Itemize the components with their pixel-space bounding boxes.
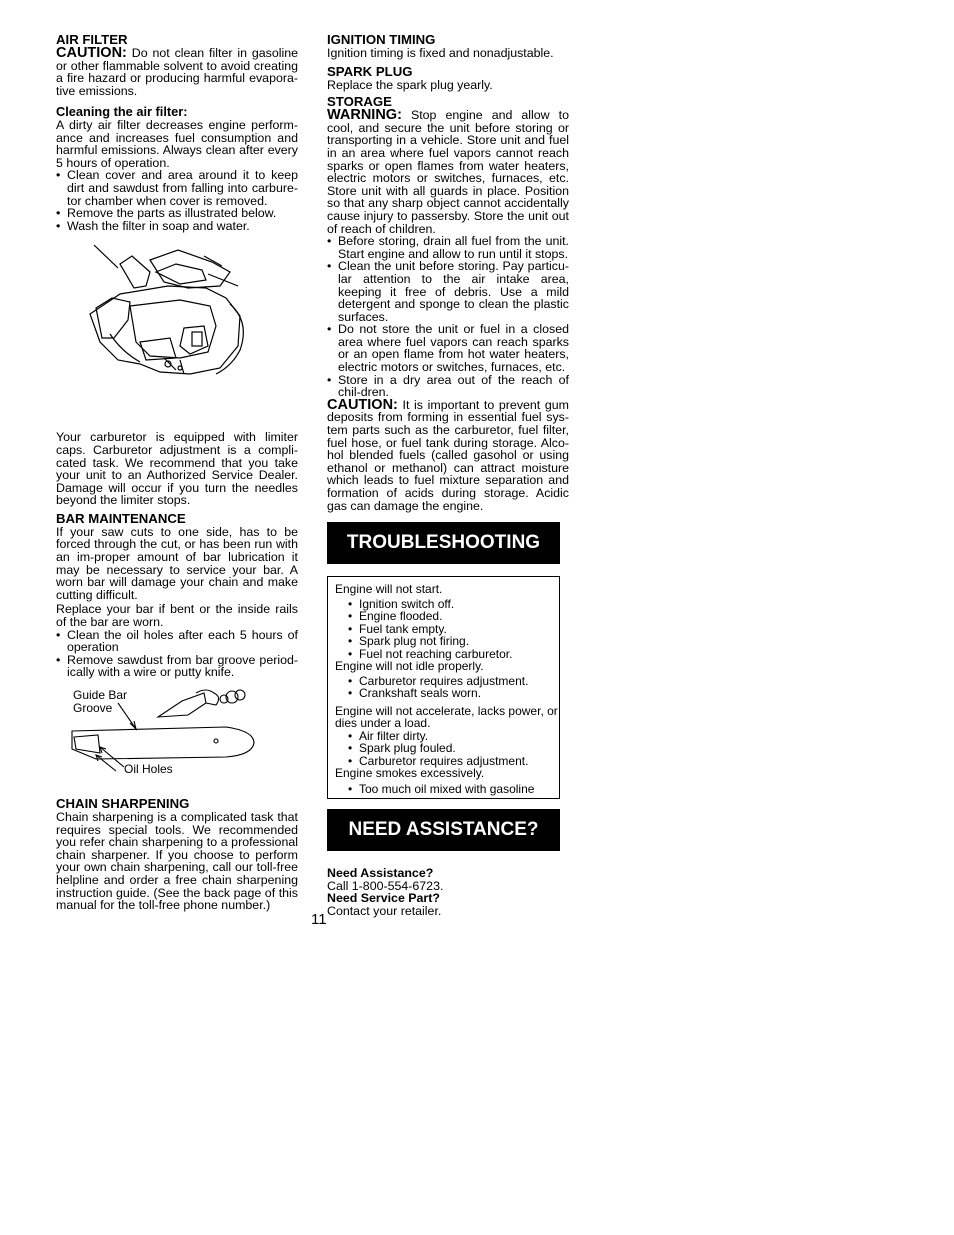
- list-item: • Air filter dirty.: [348, 730, 559, 743]
- spark-plug-heading: SPARK PLUG: [327, 63, 413, 79]
- troubleshooting-banner: TROUBLESHOOTING: [327, 522, 560, 564]
- spark-plug-text: Replace the spark plug yearly.: [327, 77, 493, 92]
- storage-caution: [327, 396, 569, 513]
- list-item: • Remove sawdust from bar groove period-ically with a wire or putty knife.: [56, 654, 298, 679]
- caution-label: CAUTION:: [327, 396, 398, 413]
- bar-maintenance-heading: BAR MAINTENANCE: [56, 510, 186, 526]
- list-item: • Clean the oil holes after each 5 hours of operation: [56, 629, 298, 654]
- service-part-answer: Contact your retailer.: [327, 903, 442, 918]
- air-filter-illustration: [80, 242, 255, 390]
- list-item: • Ignition switch off.: [348, 598, 559, 611]
- assistance-info: [327, 867, 569, 917]
- troubleshooting-box: [327, 576, 560, 799]
- cause-list: [348, 675, 559, 700]
- assistance-question: Need Assistance?: [327, 866, 434, 881]
- list-item: • Do not store the unit or fuel in a closed area where fuel vapors can reach sparks or an open flame from hot water heaters, electric motors or switches, furnaces, etc.: [327, 323, 569, 373]
- list-item: • Carburetor requires adjustment.: [348, 675, 559, 688]
- list-item: • Fuel not reaching carburetor.: [348, 648, 559, 661]
- warning-label: WARNING:: [327, 107, 402, 124]
- need-assistance-banner: NEED ASSISTANCE?: [327, 809, 560, 851]
- chain-sharpening-heading: CHAIN SHARPENING: [56, 796, 190, 811]
- storage-caution-text: It is important to prevent gum deposits from forming in essential fuel sys-tem parts such as the carburetor, fuel filter, fuel hose, or fuel tank during storage. Alco-hol blended fuels (called gasohol or using ethanol or methanol) can attract moisture which leads to fuel mixture separation and formation of acids during storage. Acidic gas can damage the engine.: [327, 397, 569, 513]
- list-item: • Fuel tank empty.: [348, 623, 559, 636]
- list-item: • Too much oil mixed with gasoline: [348, 783, 559, 796]
- label-groove: Groove: [73, 701, 113, 715]
- storage-heading: STORAGE: [327, 94, 392, 110]
- page-number: 11: [311, 911, 327, 928]
- warning-text: Stop engine and allow to cool, and secure the unit before storing or transporting in a vehicle. Store unit and fuel in an area where fuel vapors cannot reach sparks or open flames from water heaters, electric motors or switches, furnaces, etc. Store unit with all guards in place. Position so that any sharp object cannot accidentally cause injury to passersby. Store the unit out of reach of children.: [327, 108, 569, 236]
- cause-list: [348, 730, 559, 768]
- label-oil-holes: Oil Holes: [124, 762, 173, 776]
- cleaning-text: A dirty air filter decreases engine perform-ance and increases fuel consumption and harmful emissions. Always clean after every 5 hours of operation.: [56, 117, 298, 170]
- chain-sharpening-text: Chain sharpening is a complicated task that requires special tools. We recommended you refer chain sharpening to a professional chain sharpener. If you choose to perform your own chain sharpening, call our toll-free helpline and order a free chain sharpening instruction guide. (See the back page of this manual for the toll-free phone number.): [56, 810, 298, 913]
- service-part-question: Need Service Part?: [327, 891, 440, 906]
- list-item: • Clean the unit before storing. Pay particu-lar attention to the air intake area, keeping it free of debris. Use a mild detergent and sponge to clean the plastic surfaces.: [327, 260, 569, 323]
- caution-text: Do not clean filter in gasoline or other flammable solvent to avoid creating a fire hazard or producing harmful evapora-tive emissions.: [56, 46, 298, 98]
- caution-label: CAUTION:: [56, 45, 127, 61]
- list-item: • Engine flooded.: [348, 610, 559, 623]
- bar-maintenance-steps: [56, 629, 298, 679]
- label-guide-bar: Guide Bar: [73, 688, 128, 702]
- list-item: • Before storing, drain all fuel from the unit. Start engine and allow to run until it stops.: [327, 235, 569, 260]
- bar-maintenance-text1: If your saw cuts to one side, has to be forced through the cut, or has been run with an im-proper amount of bar lubrication it may be necessary to service your bar. A worn bar will damage your chain and make cutting difficult.: [56, 524, 298, 602]
- problem: Engine will not accelerate, lacks power, or dies under a load.: [335, 703, 558, 731]
- list-item: • Spark plug not firing.: [348, 635, 559, 648]
- list-item: • Clean cover and area around it to keep dirt and sawdust from falling into carbure-tor chamber when cover is removed.: [56, 169, 298, 207]
- right-column: [327, 33, 569, 918]
- cause-list: [348, 598, 559, 661]
- list-item: • Spark plug fouled.: [348, 742, 559, 755]
- ignition-timing-text: Ignition timing is fixed and nonadjustable.: [327, 46, 554, 60]
- guide-bar-illustration: [56, 687, 298, 787]
- cleaning-steps: [56, 169, 298, 232]
- ignition-timing-heading: IGNITION TIMING: [327, 32, 436, 47]
- bar-maintenance-text2: Replace your bar if bent or the inside rails of the bar are worn.: [56, 602, 298, 630]
- list-item: • Remove the parts as illustrated below.: [56, 207, 298, 220]
- list-item: • Carburetor requires adjustment.: [348, 755, 559, 768]
- carburetor-text: Your carburetor is equipped with limiter caps. Carburetor adjustment is a compli-cated task. We recommend that you take your unit to an Authorized Service Dealer. Damage will occur if you turn the needles beyond the limiter stops.: [56, 430, 298, 508]
- problem: Engine will not idle properly.: [335, 659, 484, 674]
- list-item: • Crankshaft seals worn.: [348, 687, 559, 700]
- list-item: • Wash the filter in soap and water.: [56, 220, 298, 233]
- cause-list: [348, 783, 559, 796]
- list-item: • Store in a dry area out of the reach of chil-dren.: [327, 374, 569, 399]
- left-column: [56, 33, 298, 912]
- air-filter-heading: AIR FILTER: [56, 32, 128, 47]
- storage-steps: [327, 235, 569, 399]
- cleaning-heading: Cleaning the air filter:: [56, 104, 188, 120]
- problem: Engine smokes excessively.: [335, 766, 485, 781]
- storage-warning: [327, 109, 569, 235]
- assistance-phone: Call 1-800-554-6723.: [327, 878, 444, 893]
- problem: Engine will not start.: [335, 582, 443, 597]
- air-filter-caution: [56, 47, 298, 97]
